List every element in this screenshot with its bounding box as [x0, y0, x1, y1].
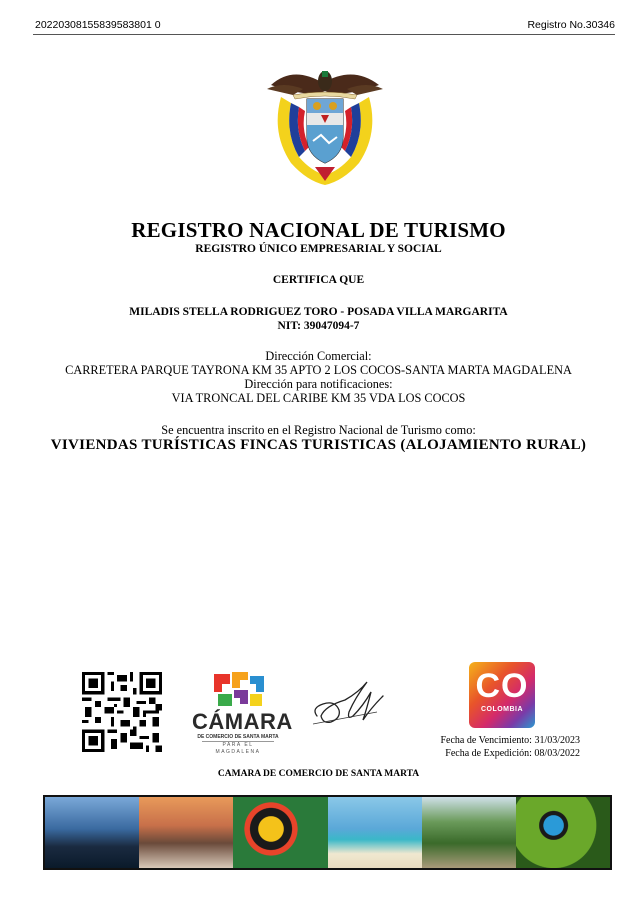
camara-subtitle: DE COMERCIO DE SANTA MARTA	[197, 734, 279, 740]
issue-date: Fecha de Expedición: 08/03/2022	[445, 748, 580, 759]
expiry-date: Fecha de Vencimiento: 31/03/2023	[440, 735, 580, 746]
registration-statement: Se encuentra inscrito en el Registro Nacional de Turismo como:	[161, 423, 476, 437]
certifica-heading: CERTIFICA QUE	[272, 274, 365, 286]
coat-of-arms-icon	[263, 63, 387, 193]
co-word: CO	[475, 667, 529, 705]
photo-coast-rocks	[45, 797, 139, 868]
camara-subtitle-region: PARA EL MAGDALENA	[202, 741, 274, 756]
holder-name: MILADIS STELLA RODRIGUEZ TORO - POSADA VILLA MARGARITA	[129, 306, 508, 318]
tourism-photo-strip	[43, 795, 612, 870]
camara-emblem-icon	[192, 668, 284, 710]
colombia-word: COLOMBIA	[480, 706, 524, 713]
photo-toucan	[233, 797, 327, 868]
registration-number: Registro No.30346	[527, 19, 615, 31]
photo-jungle	[422, 797, 516, 868]
signature-icon	[305, 672, 390, 732]
nit-number: NIT: 39047094-7	[277, 320, 360, 332]
camara-word: CÁMARA	[192, 709, 293, 734]
notification-address-label: Dirección para notificaciones:	[244, 377, 393, 391]
camara-logo	[192, 668, 293, 760]
document-subtitle: REGISTRO ÚNICO EMPRESARIAL Y SOCIAL	[195, 243, 442, 255]
document-title: REGISTRO NACIONAL DE TURISMO	[131, 218, 506, 242]
commercial-address-label: Dirección Comercial:	[265, 349, 372, 363]
commercial-address: CARRETERA PARQUE TAYRONA KM 35 APTO 2 LOS COCOS-SANTA MARTA MAGDALENA	[65, 363, 572, 377]
document-header	[33, 18, 615, 35]
notification-address: VIA TRONCAL DEL CARIBE KM 35 VDA LOS COCOS	[171, 391, 466, 405]
issuer-name: CAMARA DE COMERCIO DE SANTA MARTA	[217, 769, 420, 779]
qr-code-icon	[82, 672, 162, 752]
photo-beach	[328, 797, 422, 868]
document-code: 20220308155839583801 0	[35, 19, 161, 31]
colombia-brand-logo	[469, 662, 535, 728]
photo-butterfly	[516, 797, 610, 868]
photo-sunset-beach	[139, 797, 233, 868]
tourism-category: VIVIENDAS TURÍSTICAS FINCAS TURISTICAS (ALOJAMIENTO RURAL)	[50, 437, 587, 453]
